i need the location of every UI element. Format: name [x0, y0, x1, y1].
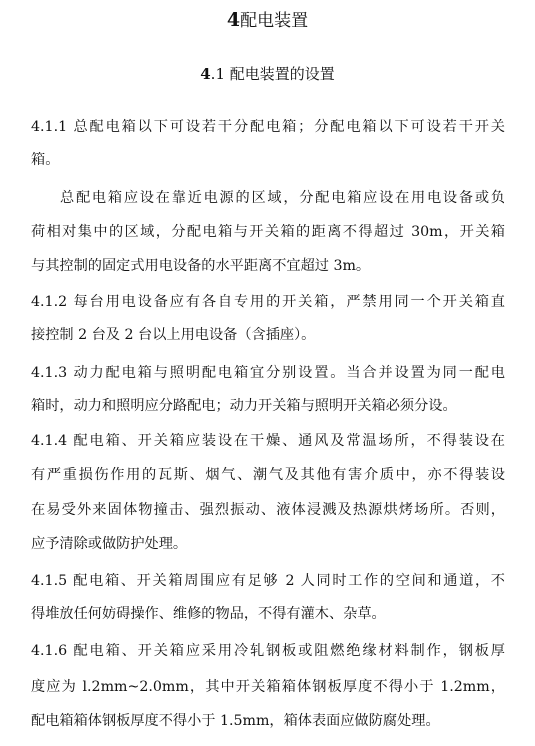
clause-4-1-6-line-1: 4.1.6 配电箱、开关箱应采用冷轧钢板或阻燃绝缘材料制作，钢板厚 — [31, 643, 505, 659]
section-number: 4 — [200, 65, 211, 83]
clause-4-1-2-line-1: 4.1.2 每台用电设备应有各自专用的开关箱，严禁用同一个开关箱直 — [31, 294, 505, 310]
clause-4-1-1-line-2: 箱。 — [31, 152, 60, 168]
chapter-title-text: 配电装置 — [240, 11, 309, 31]
clause-4-1-4-line-2: 有严重损伤作用的瓦斯、烟气、潮气及其他有害介质中，亦不得装设 — [31, 467, 505, 483]
chapter-title — [0, 8, 535, 33]
clause-4-1-1-detail-line-3: 与其控制的固定式用电设备的水平距离不宜超过 3m。 — [31, 258, 371, 274]
chapter-number: 4 — [226, 9, 241, 31]
clause-4-1-5-line-2: 得堆放任何妨碍操作、维修的物品，不得有灌木、杂草。 — [31, 606, 386, 622]
clause-4-1-1-line-1: 4.1.1 总配电箱以下可设若干分配电箱；分配电箱以下可设若干开关 — [31, 119, 505, 135]
clause-4-1-4-line-3: 在易受外来固体物撞击、强烈振动、液体浸溅及热源烘烤场所。否则， — [31, 502, 505, 518]
clause-4-1-6-line-3: 配电箱箱体钢板厚度不得小于 1.5mm，箱体表面应做防腐处理。 — [31, 713, 440, 729]
clause-4-1-3-line-1: 4.1.3 动力配电箱与照明配电箱宜分别设置。当合并设置为同一配电 — [31, 365, 505, 381]
clause-4-1-5-line-1: 4.1.5 配电箱、开关箱周围应有足够 2 人同时工作的空间和通道，不 — [31, 573, 505, 589]
clause-4-1-3-line-2: 箱时，动力和照明应分路配电；动力开关箱与照明开关箱必须分设。 — [31, 398, 457, 414]
clause-4-1-1-detail-line-1: 总配电箱应设在靠近电源的区域，分配电箱应设在用电设备或负 — [60, 190, 505, 206]
section-title-text: .1 配电装置的设置 — [210, 65, 335, 83]
section-title — [0, 63, 535, 85]
clause-4-1-4-line-1: 4.1.4 配电箱、开关箱应装设在干燥、通风及常温场所，不得装设在 — [31, 433, 505, 449]
clause-4-1-4-line-4: 应予清除或做防护处理。 — [31, 536, 188, 552]
clause-4-1-1-detail-line-2: 荷相对集中的区域，分配电箱与开关箱的距离不得超过 30m，开关箱 — [31, 224, 505, 240]
clause-4-1-6-line-2: 度应为 l.2mm~2.0mm，其中开关箱箱体钢板厚度不得小于 1.2mm， — [31, 679, 505, 695]
clause-4-1-2-line-2: 接控制 2 台及 2 台以上用电设备（含插座）。 — [31, 327, 316, 343]
